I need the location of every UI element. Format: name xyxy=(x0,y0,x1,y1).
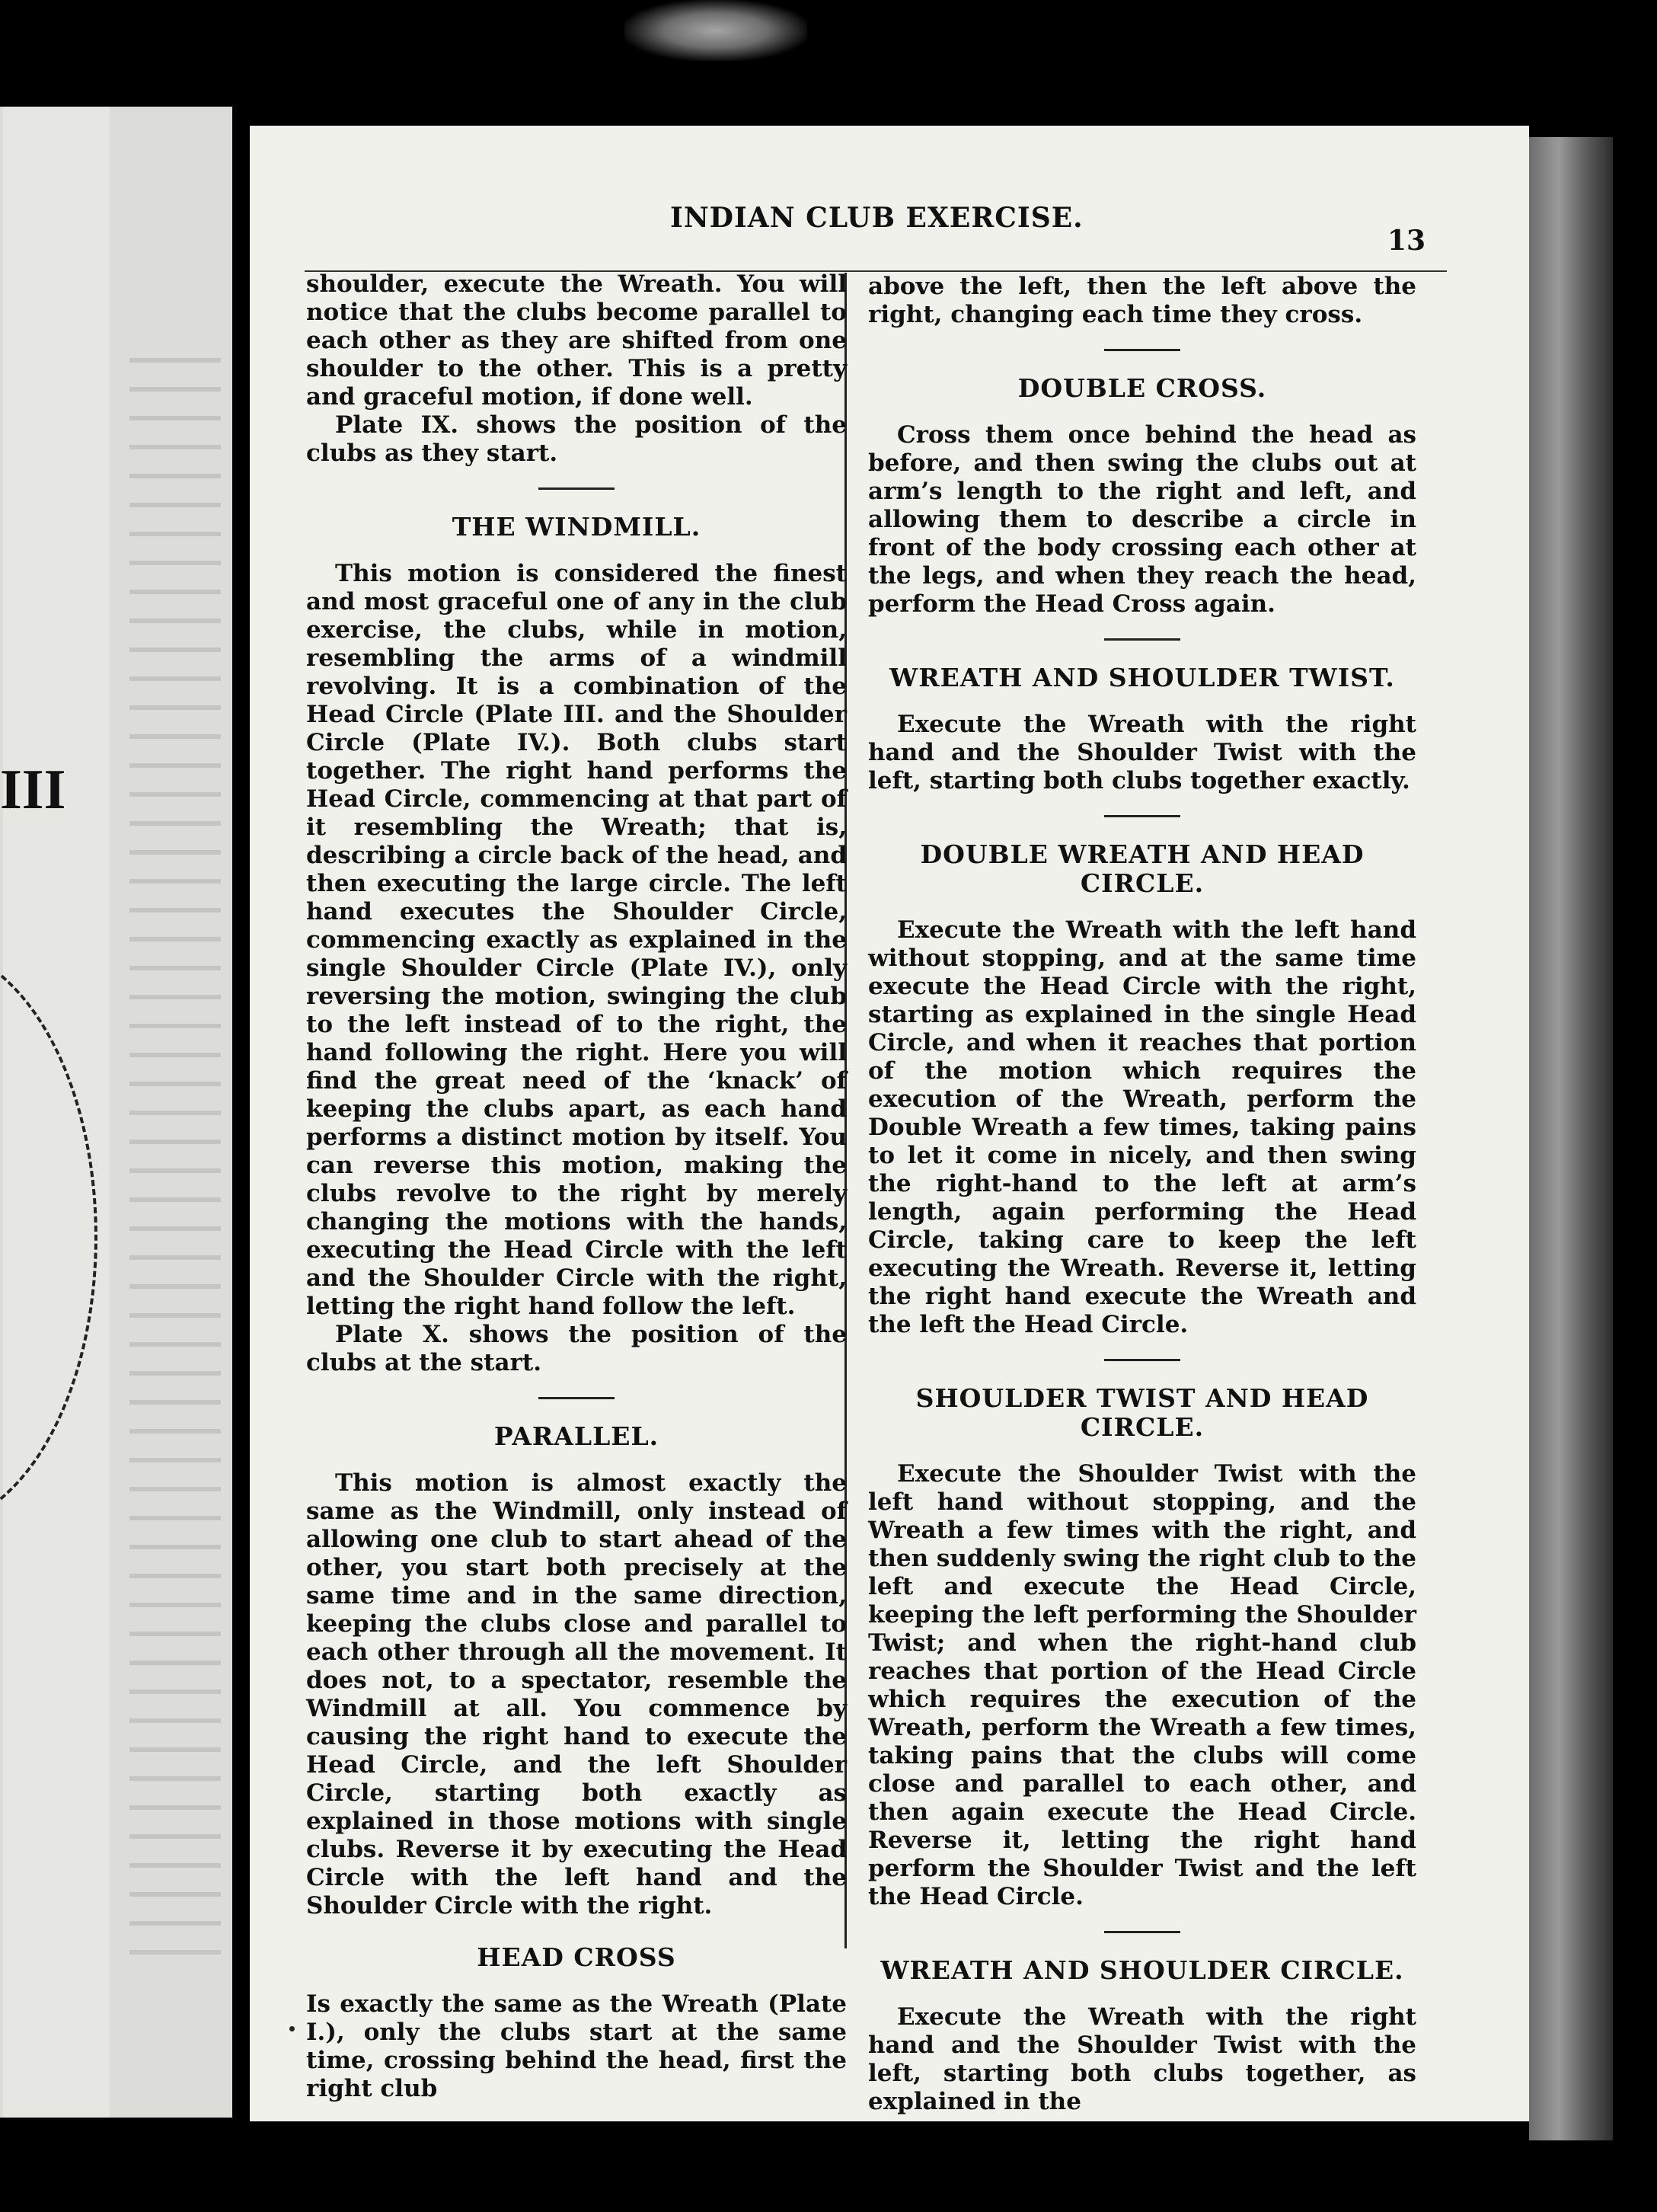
paragraph: Execute the Wreath with the right hand and the Shoulder Twist with the left, starting both clubs together exactly. xyxy=(868,711,1416,794)
paragraph: Execute the Wreath with the left hand without stopping, and at the same time execute the Head Circle with the right, starting as explained in the single Head Circle, and when it reaches that portion of the motion which requires the execution of the Wreath, perform the Double Wreath a few times, taking pains to let it come in nicely, and then swing the right-hand to the left at arm’s length, again performing the Head Circle, taking care to keep the left executing the Wreath. Reverse it, letting the right hand execute the Wreath and the left the Head Circle. xyxy=(868,916,1416,1338)
section-heading-shoulder-twist-head-circle: SHOULDER TWIST AND HEAD CIRCLE. xyxy=(915,1383,1369,1442)
section-rule xyxy=(1104,638,1180,641)
gutter xyxy=(232,114,249,2118)
section-rule xyxy=(1104,1359,1180,1361)
book-spine-edge xyxy=(1529,137,1613,2140)
paragraph: above the left, then the left above the right, changing each time they cross. xyxy=(868,273,1416,328)
right-column xyxy=(868,273,1416,2116)
section-heading-wreath-shoulder-circle: WREATH AND SHOULDER CIRCLE. xyxy=(880,1955,1404,1985)
plate-numeral: III xyxy=(0,759,66,821)
section-heading-double-cross: DOUBLE CROSS. xyxy=(1017,373,1267,403)
section-heading-windmill: THE WINDMILL. xyxy=(452,512,701,542)
facing-page-left xyxy=(0,107,232,2118)
ink-speck xyxy=(289,2026,295,2031)
running-header: INDIAN CLUB EXERCISE. xyxy=(670,202,1084,234)
paragraph: Is exactly the same as the Wreath (Plate I.), only the clubs start at the same time, crossing behind the head, first the right club xyxy=(306,1990,847,2102)
paragraph: Cross them once behind the head as before, and then swing the clubs out at arm’s length to the right and left, and allowing them to describe a circle in front of the body crossing each other at the legs, and when they reach the head, perform the Head Cross again. xyxy=(868,421,1416,618)
page-number: 13 xyxy=(1387,225,1426,257)
top-smudge xyxy=(624,0,807,61)
section-heading-double-wreath-head-circle: DOUBLE WREATH AND HEAD CIRCLE. xyxy=(920,839,1365,898)
paragraph: Plate X. shows the position of the clubs at the start. xyxy=(306,1321,847,1376)
paragraph: shoulder, execute the Wreath. You will notice that the clubs become parallel to each other as they are shifted from one shoulder to the other. This is a pretty and graceful motion, if done well. xyxy=(306,270,847,411)
left-column xyxy=(306,270,847,2103)
paragraph: This motion is considered the finest and most graceful one of any in the club exercise, the clubs, while in motion, resembling the arms of a windmill revolving. It is a combination of the Head Circle (Plate III. and the Shoulder Circle (Plate IV.). Both clubs start together. The right hand performs the Head Circle, commencing at that part of it resembling the Wreath; that is, describing a circle back of the head, and then executing the large circle. The left hand executes the Shoulder Circle, commencing exactly as explained in the single Shoulder Circle (Plate IV.), only reversing the motion, swinging the club to the left instead of to the right, the hand following the right. Here you will find the great need of the ‘knack’ of keeping the clubs apart, as each hand performs a distinct motion by itself. You can reverse this motion, making the clubs revolve to the right by merely changing the motions with the hands, executing the Head Circle with the left and the Shoulder Circle with the right, letting the right hand follow the left. xyxy=(306,560,847,1320)
section-heading-parallel: PARALLEL. xyxy=(493,1421,659,1451)
paragraph: Execute the Wreath with the right hand and the Shoulder Twist with the left, starting both clubs together, as explained in the xyxy=(868,2003,1416,2115)
paragraph: This motion is almost exactly the same as the Windmill, only instead of allowing one club to start ahead of the other, you start both precisely at the same time and in the same direction, keeping the clubs close and parallel to each other through all the movement. It does not, to a spectator, resemble the Windmill at all. You commence by causing the right hand to execute the Head Circle, and the left Shoulder Circle, starting both exactly as explained in those motions with single clubs. Reverse it by executing the Head Circle with the left hand and the Shoulder Circle with the right. xyxy=(306,1469,847,1920)
section-heading-wreath-shoulder-twist: WREATH AND SHOULDER TWIST. xyxy=(889,663,1395,692)
section-rule xyxy=(538,1397,615,1399)
paragraph: Plate IX. shows the position of the clubs as they start. xyxy=(306,411,847,467)
section-rule xyxy=(1104,349,1180,351)
section-rule xyxy=(538,487,615,490)
section-rule xyxy=(1104,815,1180,817)
paragraph: Execute the Shoulder Twist with the left hand without stopping, and the Wreath a few times with the right, and then suddenly swing the right club to the left and execute the Head Circle, keeping the left performing the Shoulder Twist; and when the right-hand club reaches that portion of the Head Circle which requires the execution of the Wreath, perform the Wreath a few times, taking pains that the clubs will come close and parallel to each other, and then again execute the Head Circle. Reverse it, letting the right hand perform the Shoulder Twist and the left the Head Circle. xyxy=(868,1460,1416,1910)
section-heading-head-cross: HEAD CROSS xyxy=(477,1942,676,1972)
facing-page-text-shadow xyxy=(129,358,221,1958)
section-rule xyxy=(1104,1931,1180,1933)
